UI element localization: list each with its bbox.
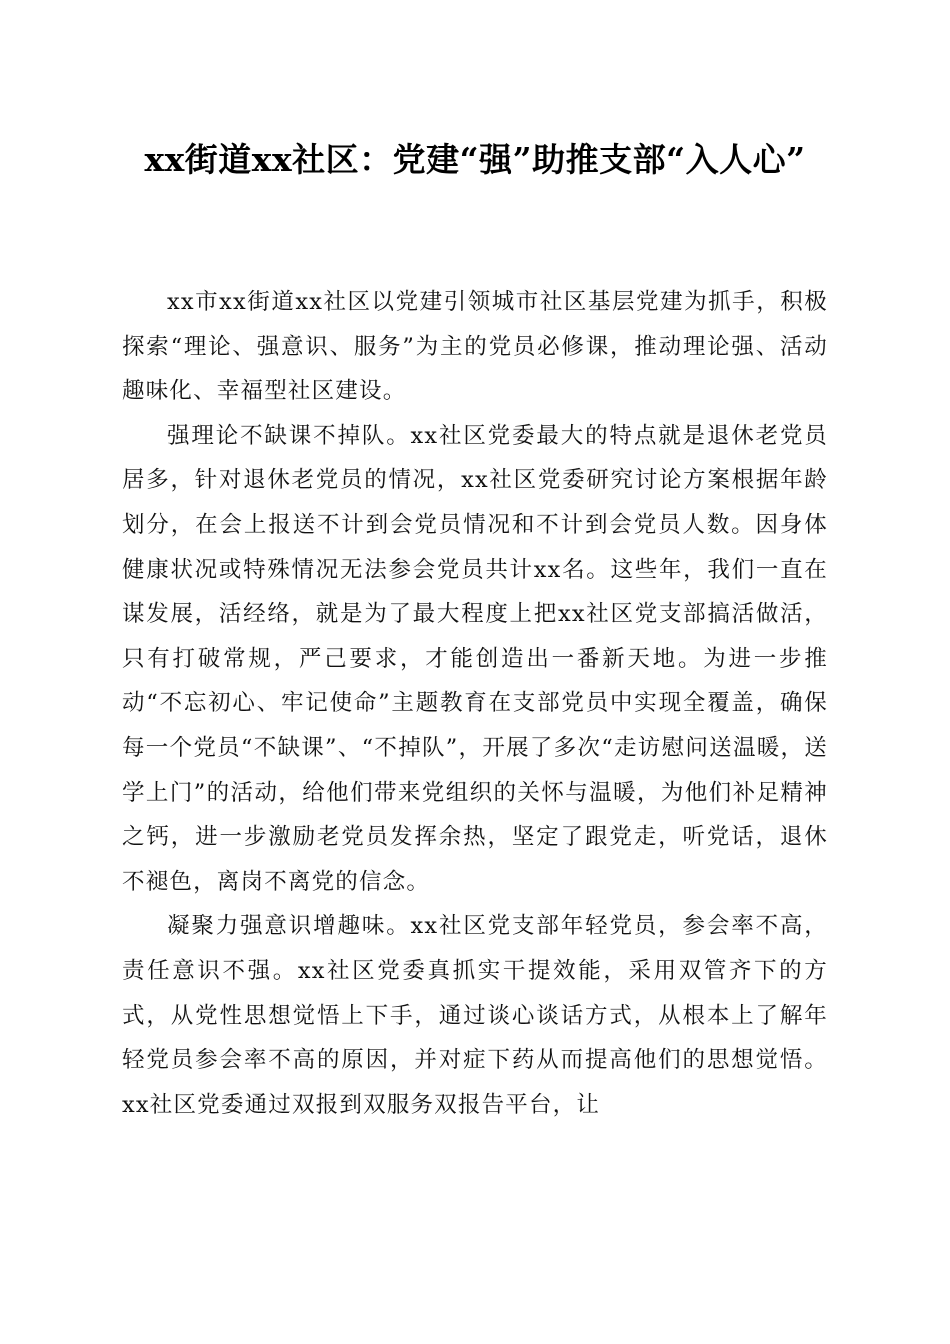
document-title: xx街道xx社区：党建“强”助推支部“入人心” [144, 140, 806, 179]
paragraph-theory: 强理论不缺课不掉队。xx社区党委最大的特点就是退休老党员居多，针对退休老党员的情况，xx社区党委研究讨论方案根据年龄划分，在会上报送不计到会党员情况和不计到会党员人数。因身体健康状况或特殊情况无法参会党员共计xx名。这些年，我们一直在谋发展，活经络，就是为了最大程度上把xx社区党支部搞活做活，只有打破常规，严己要求，才能创造出一番新天地。为进一步推动“不忘初心、牢记使命”主题教育在支部党员中实现全覆盖，确保每一个党员“不缺课”、“不掉队”，开展了多次“走访慰问送温暖，送学上门”的活动，给他们带来党组织的关怀与温暖，为他们补足精神之钙，进一步激励老党员发挥余热，坚定了跟党走，听党话，退休不褪色，离岗不离党的信念。 [122, 422, 828, 895]
paragraph-intro: xx市xx街道xx社区以党建引领城市社区基层党建为抓手，积极探索“理论、强意识、服务”为主的党员必修课，推动理论强、活动趣味化、幸福型社区建设。 [122, 289, 828, 405]
paragraph-cohesion: 凝聚力强意识增趣味。xx社区党支部年轻党员，参会率不高，责任意识不强。xx社区党委真抓实干提效能，采用双管齐下的方式，从党性思想觉悟上下手，通过谈心谈话方式，从根本上了解年轻党员参会率不高的原因，并对症下药从而提高他们的思想觉悟。xx社区党委通过双报到双服务双报告平台，让 [122, 913, 828, 1118]
document-body [122, 280, 828, 1127]
